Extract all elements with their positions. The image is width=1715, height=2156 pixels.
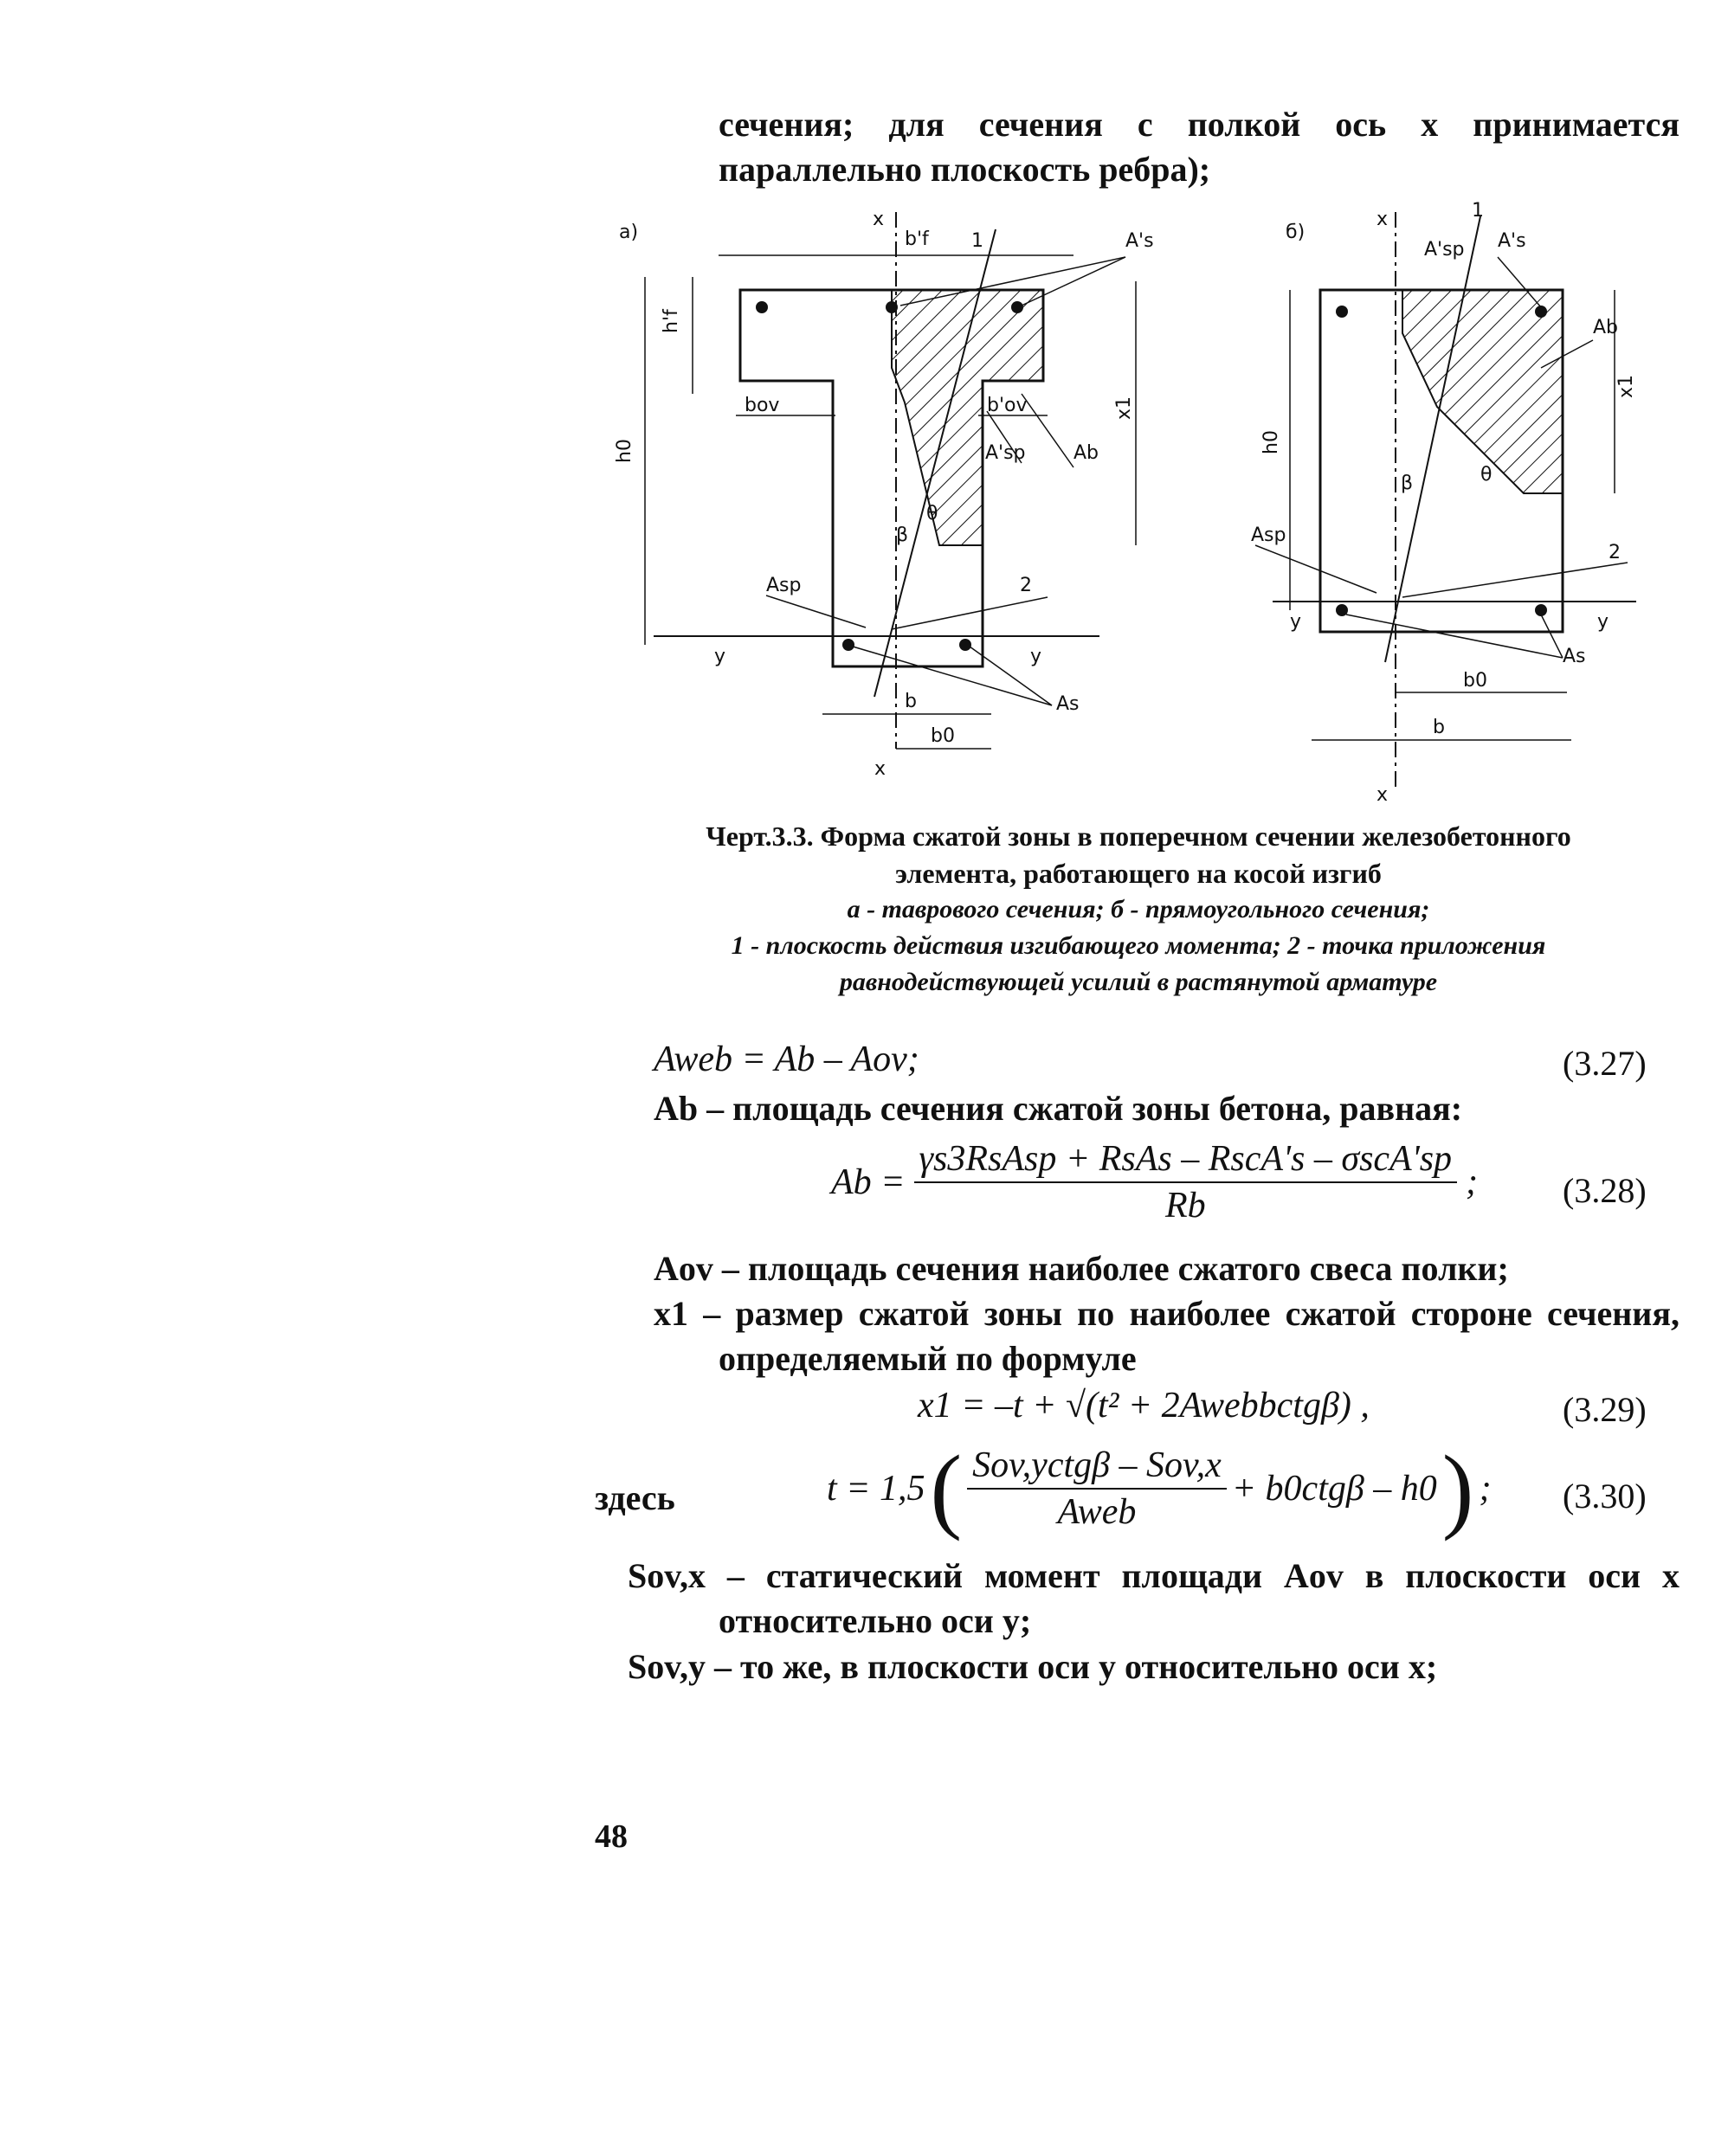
rebar-dot (1336, 306, 1348, 318)
axis-x-top-label-b: x (1377, 209, 1389, 230)
label-as-prime: A's (1125, 230, 1154, 252)
equation-number-3-30: (3.30) (1563, 1477, 1647, 1516)
ab-definition: Ab – площадь сечения сжатой зоны бетона, равная: (654, 1089, 1463, 1128)
eq-3-30-denominator: Aweb (1057, 1492, 1137, 1532)
eq-3-30-lhs: t = 1,5 (827, 1469, 925, 1509)
caption-title-line-2: элемента, работающего на косой изгиб (895, 858, 1382, 890)
equation-number-3-27: (3.27) (1563, 1044, 1647, 1083)
axis-x-top-label: x (873, 209, 885, 230)
axis-y-left-label: y (714, 646, 726, 667)
moment-plane-line-b (1385, 216, 1480, 662)
label-h0-b: h0 (1260, 430, 1282, 454)
sovy-definition: Sov,y – то же, в плоскости оси y относительно оси x; (628, 1647, 1438, 1686)
axis-y-left-label-b: y (1290, 611, 1302, 633)
panel-b (1251, 200, 1637, 806)
label-beta-b: β (1401, 473, 1414, 494)
eq-3-28-numerator: γs3RsAsp + RsAs – RscA's – σscA'sp (914, 1138, 1458, 1183)
panel-b-label: б) (1286, 222, 1306, 243)
intro-line-1: сечения; для сечения с полкой ось x принимается (719, 105, 1680, 144)
compressed-zone-a (892, 290, 1043, 545)
eq-3-28-fraction (914, 1138, 1458, 1226)
compressed-zone-b (1402, 290, 1563, 493)
label-theta-b: θ (1480, 464, 1493, 486)
caption-sub-line-1: а - таврового сечения; б - прямоугольного сечения; (847, 895, 1430, 924)
eq-3-30-fraction (967, 1445, 1227, 1533)
sovx-definition-line-1: Sov,x – статический момент площади Aov в плоскости оси x (628, 1556, 1680, 1595)
figure-caption-legend (606, 891, 1671, 1001)
eq-3-30-end: ; (1479, 1469, 1492, 1509)
label-2-b: 2 (1609, 542, 1621, 563)
aov-definition: Aov – площадь сечения наиболее сжатого свеса полки; (654, 1249, 1509, 1288)
label-as-b: As (1563, 646, 1586, 667)
leader (853, 647, 1052, 705)
label-as: As (1056, 693, 1080, 715)
rebar-dot (959, 639, 971, 651)
label-as-prime-b: A's (1498, 230, 1526, 252)
caption-sub-line-3: равнодействующей усилий в растянутой арматуре (839, 968, 1438, 996)
rebar-dot (756, 301, 768, 313)
label-b0-b: b0 (1463, 670, 1487, 692)
paren-open: ( (930, 1436, 963, 1541)
equation-number-3-29: (3.29) (1563, 1390, 1647, 1429)
leader (892, 597, 1048, 629)
panel-a (614, 209, 1154, 780)
label-asp-prime: A'sp (985, 442, 1026, 464)
axis-y-right-label-b: y (1597, 611, 1609, 633)
eq-3-28-denominator: Rb (1164, 1186, 1206, 1226)
rebar-dot (1011, 301, 1023, 313)
axis-x-bottom-label-b: x (1377, 784, 1389, 806)
label-hf: h'f (661, 309, 682, 333)
caption-sub-line-2: 1 - плоскость действия изгибающего момента; 2 - точка приложения (731, 931, 1546, 960)
label-b0: b0 (931, 725, 955, 747)
rebar-dot (1535, 306, 1547, 318)
x1-definition-line-1: x1 – размер сжатой зоны по наиболее сжатой стороне сечения, (654, 1294, 1680, 1333)
leader (1541, 615, 1563, 658)
label-1-a: 1 (971, 230, 983, 252)
leader (1022, 394, 1073, 467)
rebar-dot (1535, 604, 1547, 616)
rebar-dot (842, 639, 854, 651)
axis-x-bottom-label: x (874, 758, 887, 780)
label-ab-b: Ab (1593, 317, 1619, 338)
eq-3-30-tail: + b0ctgβ – h0 (1231, 1469, 1437, 1509)
eq-3-28-tail: ; (1466, 1162, 1479, 1202)
here-label: здесь (595, 1478, 675, 1517)
label-x1-b: x1 (1615, 374, 1637, 398)
label-h0: h0 (614, 439, 635, 463)
paren-close: ) (1441, 1436, 1474, 1541)
label-x1: x1 (1113, 396, 1135, 420)
equation-3-27: Aweb = Ab – Aov; (654, 1039, 919, 1079)
label-asp-b: Asp (1251, 525, 1286, 546)
figure-caption-title (606, 818, 1671, 892)
leader (766, 595, 866, 627)
equation-3-29: x1 = –t + √(t² + 2Awebbctgβ) , (918, 1386, 1370, 1426)
leader (1022, 257, 1125, 306)
leader (1346, 615, 1563, 658)
intro-line-2: параллельно плоскость ребра); (719, 150, 1211, 189)
label-asp-prime-b: A'sp (1424, 239, 1465, 261)
eq-3-28-lhs: Ab = (831, 1162, 906, 1202)
x1-definition-line-2: определяемый по формуле (719, 1339, 1137, 1378)
page-number: 48 (595, 1818, 628, 1855)
equation-number-3-28: (3.28) (1563, 1171, 1647, 1210)
label-bf: b'f (905, 228, 929, 250)
leader (1255, 545, 1377, 593)
label-bov: bov (745, 395, 780, 416)
panel-a-label: а) (619, 222, 639, 243)
axis-y-right-label: y (1030, 646, 1042, 667)
label-beta: β (896, 525, 909, 546)
label-bov-prime: b'ov (987, 395, 1028, 416)
label-b: b (905, 691, 917, 712)
rebar-dot (1336, 604, 1348, 616)
label-ab: Ab (1073, 442, 1099, 464)
label-theta: θ (926, 503, 938, 525)
eq-3-30-numerator: Sov,yctgβ – Sov,x (967, 1445, 1227, 1490)
leader (1402, 563, 1628, 597)
sovx-definition-line-2: относительно оси y; (719, 1601, 1032, 1640)
label-asp: Asp (766, 575, 802, 596)
label-b-b: b (1433, 717, 1445, 738)
equation-3-28 (831, 1138, 1478, 1226)
label-1-b: 1 (1472, 200, 1484, 222)
figure-diagram (606, 195, 1671, 809)
caption-title-line-1: Черт.3.3. Форма сжатой зоны в поперечном сечении железобетонного (706, 821, 1571, 852)
label-2-a: 2 (1020, 575, 1032, 596)
equation-3-30 (827, 1436, 1492, 1541)
